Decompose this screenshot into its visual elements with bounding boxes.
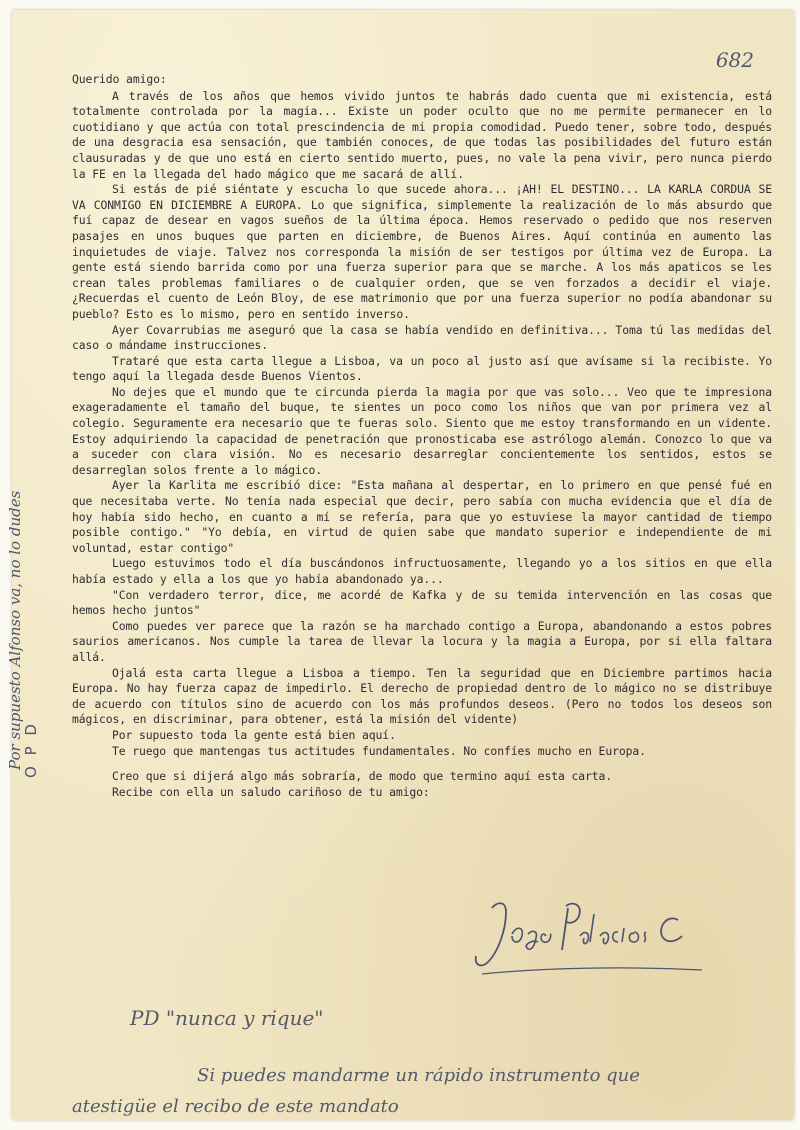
paragraph-12: Te ruego que mantengas tus actitudes fundamentales. No confíes mucho en Europa. — [112, 743, 646, 758]
paragraph-1: A través de los años que hemos vivido juntos te habrás dado cuenta que mi existencia, está totalmente controlada por la magia... Existe un poder oculto que no me permite permanecer en lo cuotidiano y que actúa con total prescindencia de mi propia comodidad. Puedo tener, sobre todo, después de una desgracia esa sensación, que también conoces, de que todas las posibilidades del futuro están clausuradas y de que uno está en cierto sentido muerto, pues, no vale la pena vivir, pero nunca pierdo la FE en la llegada del hado mágico que me sacará de allí. — [72, 88, 772, 181]
letter-sheet — [12, 10, 794, 1120]
postscript-line-2: atestigüe el recibo de este mandato — [72, 1096, 399, 1117]
paragraph-9: Como puedes ver parece que la razón se ha marchado contigo a Europa, abandonando a estos pobres saurios americanos. Nos cumple la tarea de llevar la locura y la magia a Europa, por si ella faltara allá. — [72, 618, 772, 664]
letter-body — [72, 72, 772, 800]
closing-line-2: Recibe con ella un saludo cariñoso de tu amigo: — [112, 784, 430, 799]
greeting: Querido amigo: — [72, 72, 167, 86]
postscript-line-1: Si puedes mandarme un rápido instrumento que — [197, 1065, 640, 1086]
margin-initials: O P D — [22, 721, 40, 778]
folio-number: 682 — [715, 48, 754, 72]
paragraph-6: Ayer la Karlita me escribió dice: "Esta mañana al despertar, en lo primero en que pensé fué en que necesitaba verte. No tenía nada especial que decir, pero sabía con mucha evidencia que el día de hoy había sido hecho, en cuanto a mí se refería, para que yo estuviese la mayor cantidad de tiempo posible contigo." "Yo debía, en virtud de quien sabe que mandato superior e independiente de mi voluntad, estar contigo" — [72, 478, 772, 555]
postscript-label: PD "nunca y rique" — [130, 1006, 324, 1030]
paragraph-3: Ayer Covarrubias me aseguró que la casa se había vendido en definitiva... Toma tú las medidas del caso o mándame instrucciones. — [72, 322, 772, 353]
paragraph-4: Trataré que esta carta llegue a Lisboa, va un poco al justo así que avísame si la recibiste. Yo tengo aquí la llegada desde Buenos Vientos. — [72, 353, 772, 384]
paragraph-8: "Con verdadero terror, dice, me acordé de Kafka y de su temida intervención en las cosas que hemos hecho juntos" — [72, 587, 772, 618]
paragraph-11: Por supuesto toda la gente está bien aquí. — [112, 727, 396, 742]
paragraph-10: Ojalá esta carta llegue a Lisboa a tiempo. Ten la seguridad que en Diciembre partimos hacia Europa. No hay fuerza capaz de impedirlo. El derecho de propiedad dentro de lo mágico no se distribuye de acuerdo con títulos sino de acuerdo con los más profundos deseos. (Pero no todos los deseos son mágicos, en discriminar, para obtener, está la misión del vidente) — [72, 665, 772, 727]
signature — [462, 890, 722, 985]
closing-line-1: Creo que si dijerá algo más sobraría, de modo que termino aquí esta carta. — [112, 769, 613, 784]
paragraph-2: Si estás de pié siéntate y escucha lo que sucede ahora... ¡AH! EL DESTINO... LA KARLA CORDUA SE VA CONMIGO EN DICIEMBRE A EUROPA. Lo que significa, simplemente la realización de lo más absurdo que fuí capaz de desear en vagos sueños de la última época. Hemos reservado o pedido que nos reserven pasajes en unos buques que parten en diciembre, de Buenos Aires. Aquí continúa en aumento las inquietudes de viaje. Talvez nos corresponda la misión de ser testigos por última vez de Europa. La gente está siendo barrida como por una fuerza superior para que se marche. A los más apaticos se les crean tales problemas familiares o de cualquier orden, que se ven forzados a decidir el viaje. ¿Recuerdas el cuento de León Bloy, de ese matrimonio que por una fuerza superior no podía abandonar su pueblo? Esto es lo mismo, pero en sentido inverso. — [72, 182, 772, 321]
paragraph-5: No dejes que el mundo que te circunda pierda la magia por que vas solo... Veo que te impresiona exageradamente el tamaño del buque, te sientes un poco como los niños que van por primera vez al colegio. Seguramente era necesario que te fueras solo. Siento que me estoy transformando en un vidente. Estoy adquiriendo la capacidad de penetración que pronosticaba ese astrólogo alemán. Conozco lo que va a suceder con clara visión. No es necesario desarreglar concientemente los sentidos, estos se desarreglan solos frente a lo mágico. — [72, 384, 772, 477]
paragraph-7: Luego estuvimos todo el día buscándonos infructuosamente, llegando yo a los sitios en que ella había estado y ella a los que yo había abandonado ya... — [72, 556, 772, 586]
margin-note: Por supuesto Alfonso va, no lo dudes — [6, 490, 24, 770]
